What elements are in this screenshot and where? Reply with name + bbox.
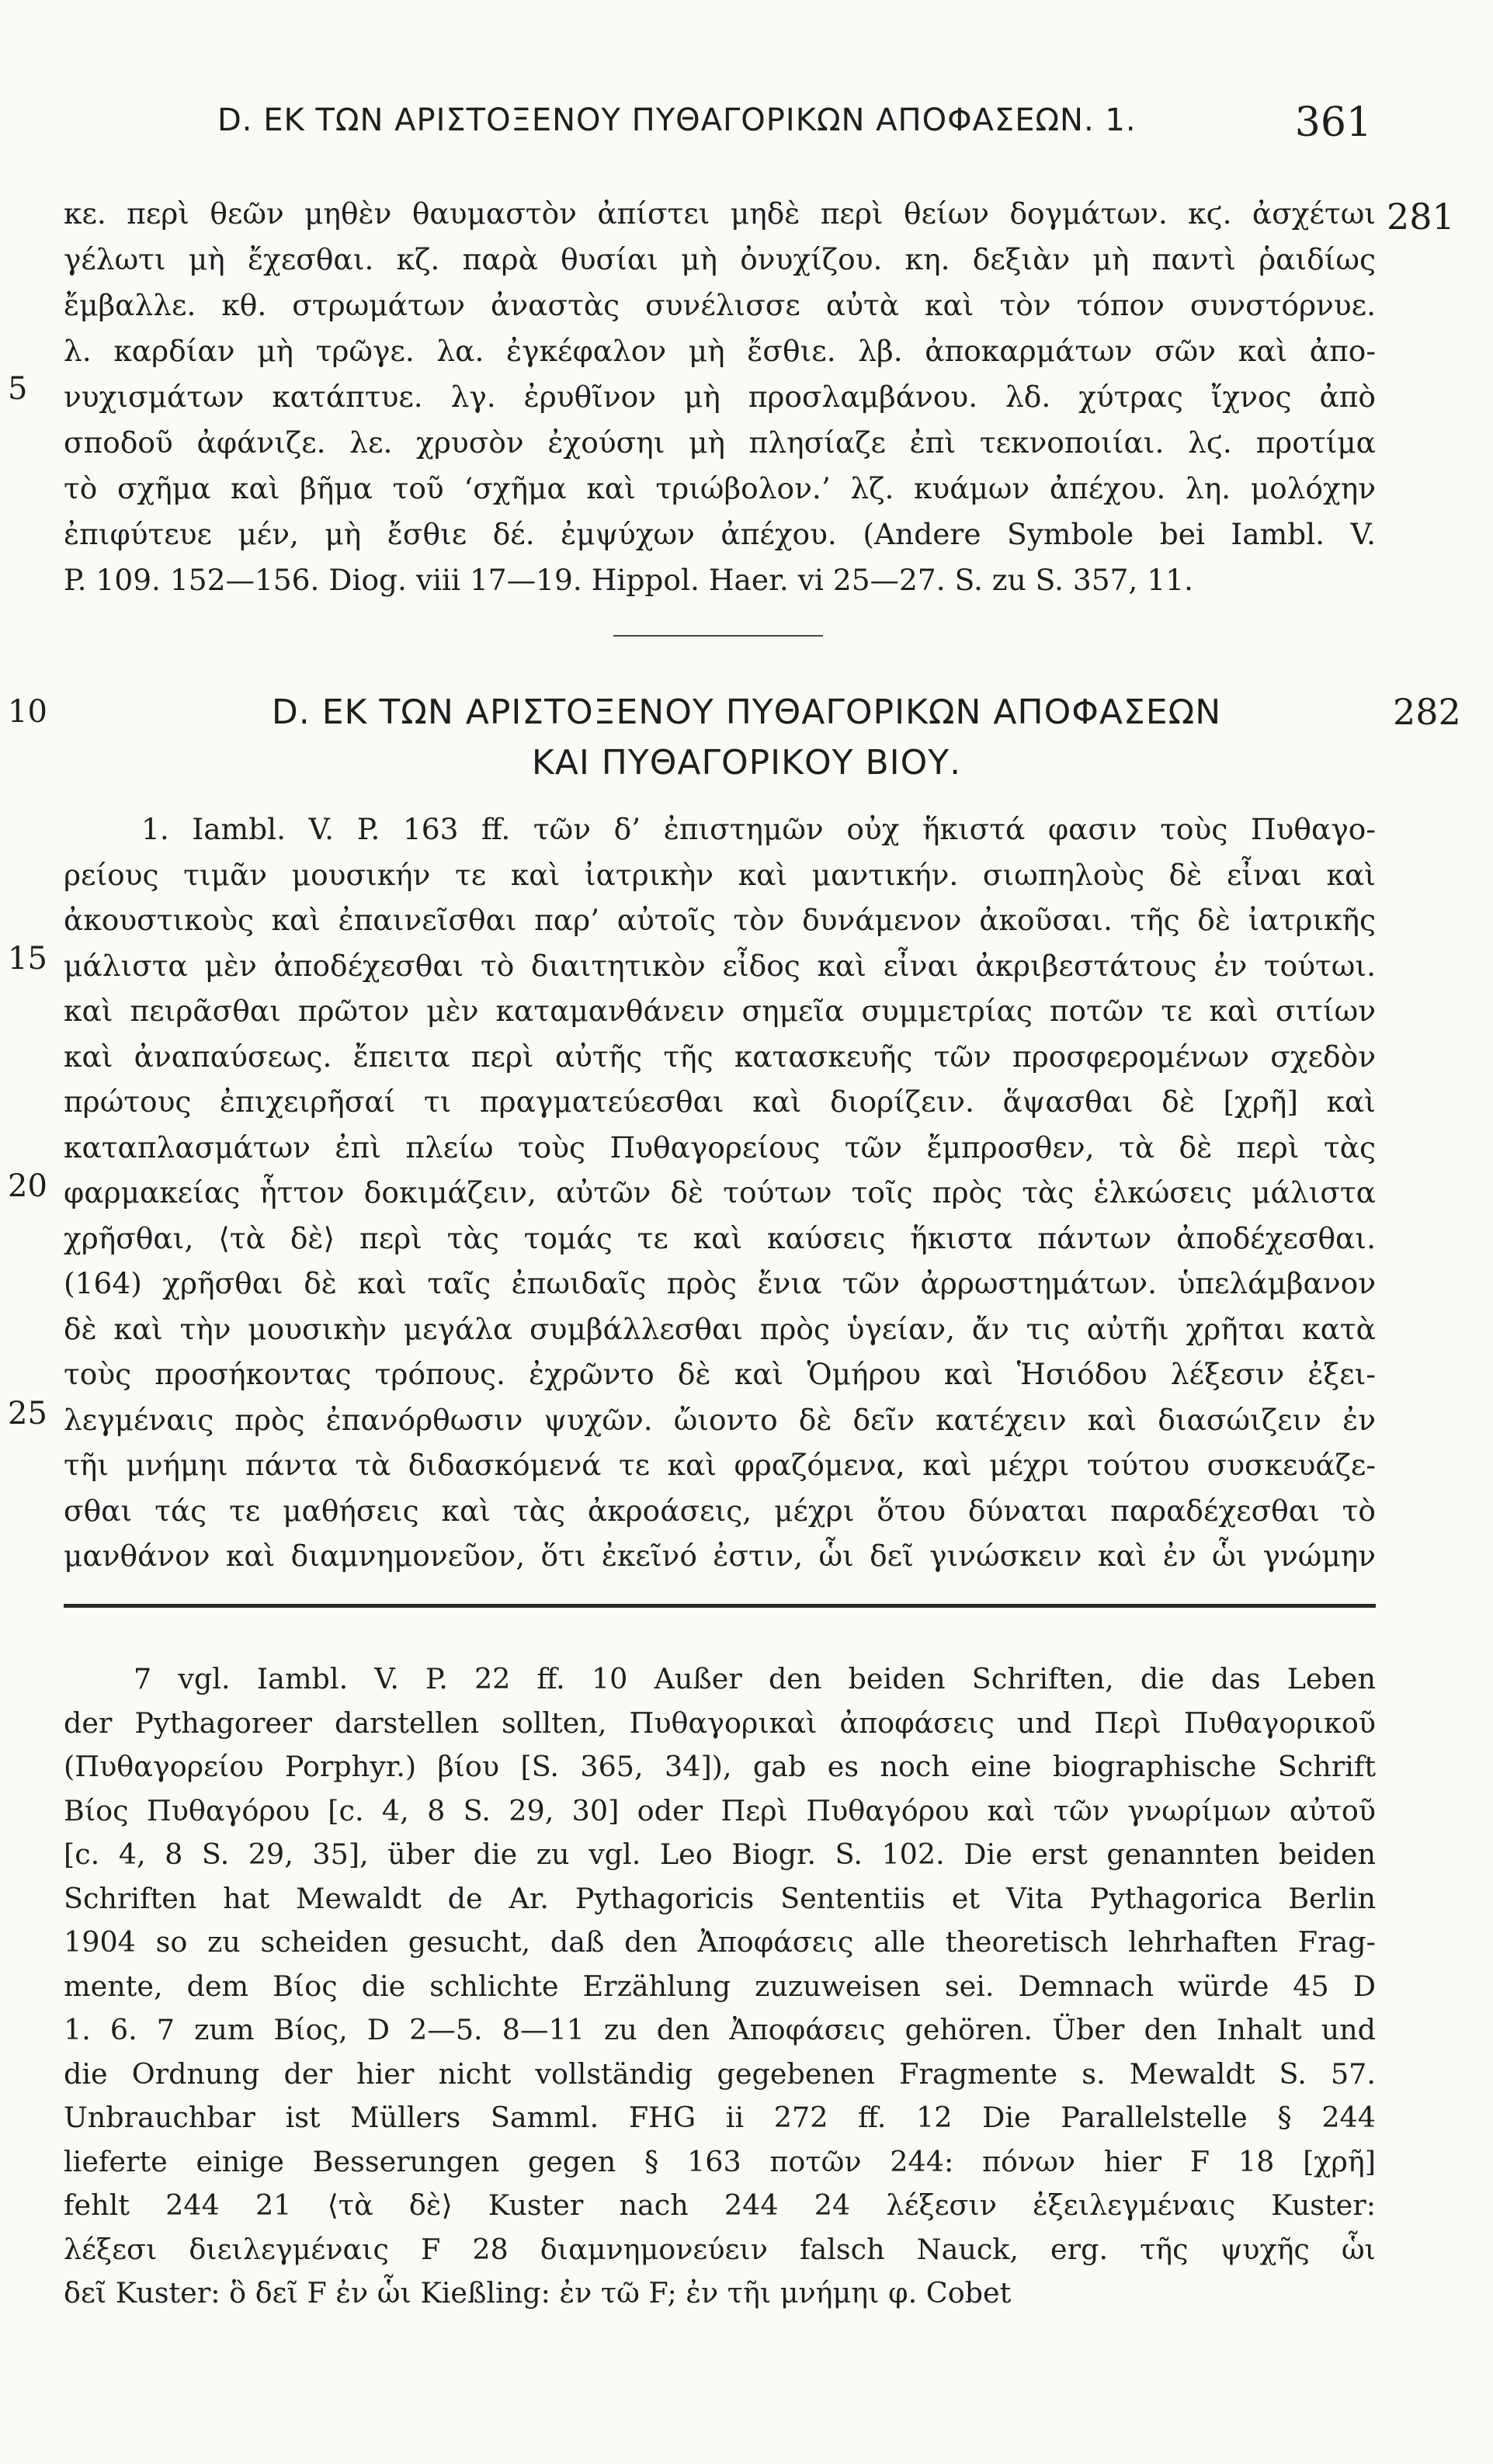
footnote-line: Βίος Πυθαγόρου [c. 4, 8 S. 29, 30] oder Περὶ Πυθαγόρου καὶ τῶν γνωρίμων αὐτοῦ <box>64 1793 1376 1827</box>
section-number-282: 282 <box>1393 691 1461 733</box>
footnote-line: Schriften hat Mewaldt de Ar. Pythagoricis Sententiis et Vita Pythagorica Berlin <box>64 1881 1376 1915</box>
text-line: σθαι τάς τε μαθήσεις καὶ τὰς ἀκροάσεις, μέχρι ὅτου δύναται παραδέχεσθαι τὸ <box>64 1493 1376 1528</box>
text-line: φαρμακείας ἧττον δοκιμάζειν, αὐτῶν δὲ τούτων τοῖς πρὸς τὰς ἑλκώσεις μάλιστα <box>64 1175 1376 1209</box>
running-title: D. ΕΚ ΤΩΝ ΑΡΙΣΤΟΞΕΝΟΥ ΠΥΘΑΓΟΡΙΚΩΝ ΑΠΟΦΑΣΕΩΝ. 1. <box>217 102 1137 138</box>
footnote-rule <box>64 1604 1376 1608</box>
page-number: 361 <box>1294 99 1372 146</box>
footnote-line: 1904 so zu scheiden gesucht, daß den Ἀποφάσεις alle theoretisch lehrhaften Frag- <box>64 1925 1376 1959</box>
footnote-line: 7 vgl. Iambl. V. P. 22 ff. 10 Außer den beiden Schriften, die das Leben <box>134 1662 1376 1695</box>
section-body-text <box>64 806 1376 1582</box>
text-line: γέλωτι μὴ ἔχεσθαι. κζ. παρὰ θυσίαι μὴ ὀνυχίζου. κη. δεξιὰν μὴ παντὶ ῥαιδίως <box>64 242 1376 276</box>
text-line: P. 109. 152—156. Diog. viii 17—19. Hippol. Haer. vi 25—27. S. zu S. 357, 11. <box>64 563 1193 597</box>
text-line: τῆι μνήμηι πάντα τὰ διδασκόμενά τε καὶ φραζόμενα, καὶ μέχρι τούτου συσκευάζε- <box>64 1448 1376 1482</box>
text-line: καὶ πειρᾶσθαι πρῶτον μὲν καταμανθάνειν σημεῖα συμμετρίας ποτῶν τε καὶ σιτίων <box>64 994 1376 1028</box>
footnote-line: (Πυθαγορείου Porphyr.) βίου [S. 365, 34]), gab es noch eine biographische Schrift <box>64 1750 1376 1783</box>
section-number-281: 281 <box>1387 196 1455 238</box>
footnote-line: λέξεσι διειλεγμέναις F 28 διαμνημονεύειν falsch Nauck, erg. τῆς ψυχῆς ὧι <box>64 2232 1376 2266</box>
text-line: πρώτους ἐπιχειρῆσαί τι πραγματεύεσθαι καὶ διορίζειν. ἅψασθαι δὲ [χρῆ] καὶ <box>64 1085 1376 1119</box>
section-heading-line-1: D. ΕΚ ΤΩΝ ΑΡΙΣΤΟΞΕΝΟΥ ΠΥΘΑΓΟΡΙΚΩΝ ΑΠΟΦΑΣΕΩΝ <box>271 692 1222 732</box>
footnote-line: δεῖ Kuster: ὃ δεῖ F ἐν ὧι Kießling: ἐν τῶ F; ἐν τῆι μνήμηι φ. Cobet <box>64 2276 1012 2310</box>
footnotes-apparatus <box>64 1657 1376 2340</box>
section-heading-line-2: ΚΑΙ ΠΥΘΑΓΟΡΙΚΟΥ ΒΙΟΥ. <box>531 743 962 783</box>
text-line: ἔμβαλλε. κθ. στρωμάτων ἀναστὰς συνέλισσε αὐτὰ καὶ τὸν τόπον συνστόρνυε. <box>64 288 1376 322</box>
text-line: (164) χρῆσθαι δὲ καὶ ταῖς ἐπωιδαῖς πρὸς ἔνια τῶν ἀρρωστημάτων. ὑπελάμβανον <box>64 1266 1376 1300</box>
footnote-line: lieferte einige Besserungen gegen § 163 ποτῶν 244: πόνων hier F 18 [χρῆ] <box>64 2144 1376 2178</box>
line-number-5: 5 <box>8 371 28 407</box>
text-line: χρῆσθαι, ⟨τὰ δὲ⟩ περὶ τὰς τομάς τε καὶ καύσεις ἥκιστα πάντων ἀποδέχεσθαι. <box>64 1220 1376 1255</box>
text-line: σποδοῦ ἀφάνιζε. λε. χρυσὸν ἐχούσηι μὴ πλησίαζε ἐπὶ τεκνοποιίαι. λϛ. προτίμα <box>64 425 1376 460</box>
line-number-10: 10 <box>8 694 47 730</box>
text-line: καὶ ἀναπαύσεως. ἔπειτα περὶ αὐτῆς τῆς κατασκευῆς τῶν προσφερομένων σχεδὸν <box>64 1039 1376 1074</box>
text-line: κε. περὶ θεῶν μηθὲν θαυμαστὸν ἀπίστει μηδὲ περὶ θείων δογμάτων. κϛ. ἀσχέτωι <box>64 196 1376 231</box>
text-line: μάλιστα μὲν ἀποδέχεσθαι τὸ διαιτητικὸν εἶδος καὶ εἶναι ἀκριβεστάτους ἐν τούτωι. <box>64 948 1376 983</box>
text-line: μανθάνον καὶ διαμνημονεῦον, ὅτι ἐκεῖνό ἐστιν, ὧι δεῖ γινώσκειν καὶ ἐν ὧι γνώμην <box>64 1539 1376 1573</box>
text-line: λεγμέναις πρὸς ἐπανόρθωσιν ψυχῶν. ὤιοντο δὲ δεῖν κατέχειν καὶ διασώιζειν ἐν <box>64 1402 1376 1437</box>
text-line: νυχισμάτων κατάπτυε. λγ. ἐρυθῖνον μὴ προσλαμβάνου. λδ. χύτρας ἴχνος ἀπὸ <box>64 380 1376 414</box>
line-number-15: 15 <box>8 941 47 977</box>
line-number-25: 25 <box>8 1396 47 1432</box>
text-line: ἐπιφύτευε μέν, μὴ ἔσθιε δέ. ἐμψύχων ἀπέχου. (Andere Symbole bei Iambl. V. <box>64 517 1376 551</box>
text-line: τοὺς προσήκοντας τρόπους. ἐχρῶντο δὲ καὶ Ὁμήρου καὶ Ἡσιόδου λέξεσιν ἐξει- <box>64 1357 1376 1391</box>
text-line: ἀκουστικοὺς καὶ ἐπαινεῖσθαι παρ’ αὐτοῖς τὸν δυνάμενον ἀκοῦσαι. τῆς δὲ ἰατρικῆς <box>64 903 1376 937</box>
text-line: ρείους τιμᾶν μουσικήν τε καὶ ἰατρικὴν καὶ μαντικήν. σιωπηλοὺς δὲ εἶναι καὶ <box>64 857 1376 892</box>
text-line: τὸ σχῆμα καὶ βῆμα τοῦ ‘σχῆμα καὶ τριώβολον.’ λζ. κυάμων ἀπέχου. λη. μολόχην <box>64 471 1376 505</box>
text-line: λ. καρδίαν μὴ τρῶγε. λα. ἐγκέφαλον μὴ ἔσθιε. λβ. ἀποκαρμάτων σῶν καὶ ἀπο- <box>64 334 1376 368</box>
text-line: 1. Iambl. V. P. 163 ff. τῶν δ’ ἐπιστημῶν οὐχ ἥκιστά φασιν τοὺς Πυθαγο- <box>141 812 1376 846</box>
page-header <box>0 0 1493 155</box>
text-line: δὲ καὶ τὴν μουσικὴν μεγάλα συμβάλλεσθαι πρὸς ὑγείαν, ἄν τις αὐτῆι χρῆται κατὰ <box>64 1311 1376 1346</box>
footnote-line: der Pythagoreer darstellen sollten, Πυθαγορικαὶ ἀποφάσεις und Περὶ Πυθαγορικοῦ <box>64 1706 1376 1740</box>
footnote-line: mente, dem Βίος die schlichte Erzählung zuzuweisen sei. Demnach würde 45 D <box>64 1969 1376 2003</box>
footnote-line: die Ordnung der hier nicht vollständig gegebenen Fragmente s. Mewaldt S. 57. <box>64 2056 1376 2091</box>
text-line: καταπλασμάτων ἐπὶ πλείω τοὺς Πυθαγορείους τῶν ἔμπροσθεν, τὰ δὲ περὶ τὰς <box>64 1130 1376 1164</box>
line-number-20: 20 <box>8 1168 47 1204</box>
top-fragment-text <box>64 190 1376 609</box>
separator-rule <box>613 635 823 637</box>
footnote-line: [c. 4, 8 S. 29, 35], über die zu vgl. Leo Biogr. S. 102. Die erst genannten beiden <box>64 1838 1376 1871</box>
footnote-line: fehlt 244 21 ⟨τὰ δὲ⟩ Kuster nach 244 24 λέξεσιν ἐξειλεγμέναις Kuster: <box>64 2188 1376 2222</box>
footnote-line: 1. 6. 7 zum Βίος, D 2—5. 8—11 zu den Ἀποφάσεις gehören. Über den Inhalt und <box>64 2013 1376 2046</box>
footnote-line: Unbrauchbar ist Müllers Samml. FHG ii 272 ff. 12 Die Parallelstelle § 244 <box>64 2101 1376 2134</box>
